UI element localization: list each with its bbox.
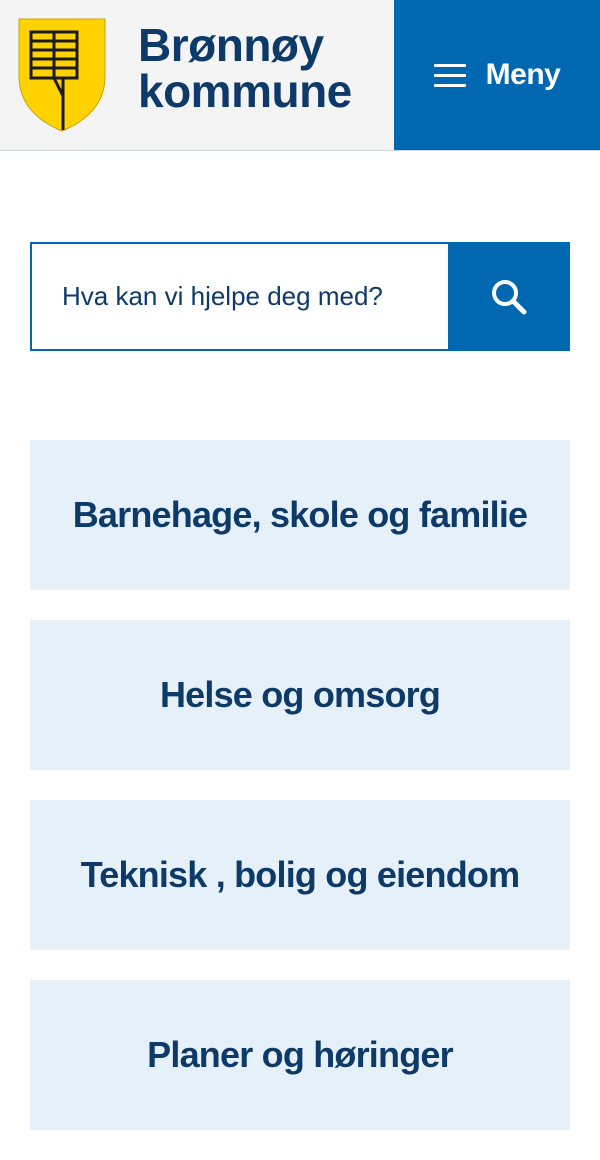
hamburger-icon [434,61,466,89]
category-planer-horinger[interactable]: Planer og høringer [30,980,570,1130]
category-list [30,440,570,1160]
category-teknisk-bolig-eiendom[interactable]: Teknisk , bolig og eiendom [30,800,570,950]
site-header [0,0,600,151]
municipality-name [138,19,352,117]
category-helse-omsorg[interactable]: Helse og omsorg [30,620,570,770]
menu-button[interactable] [394,0,600,150]
search-icon [489,277,529,317]
category-barnehage-skole-familie[interactable]: Barnehage, skole og familie [30,440,570,590]
brand-line-2: kommune [138,65,352,117]
menu-label: Meny [485,58,561,91]
brand-line-1: Brønnøy [138,19,324,71]
search-button[interactable] [448,242,570,351]
search-form [30,242,570,351]
home-logo-link[interactable] [0,0,394,150]
bronnoy-coat-of-arms-icon [18,18,106,132]
search-input[interactable] [30,242,450,351]
